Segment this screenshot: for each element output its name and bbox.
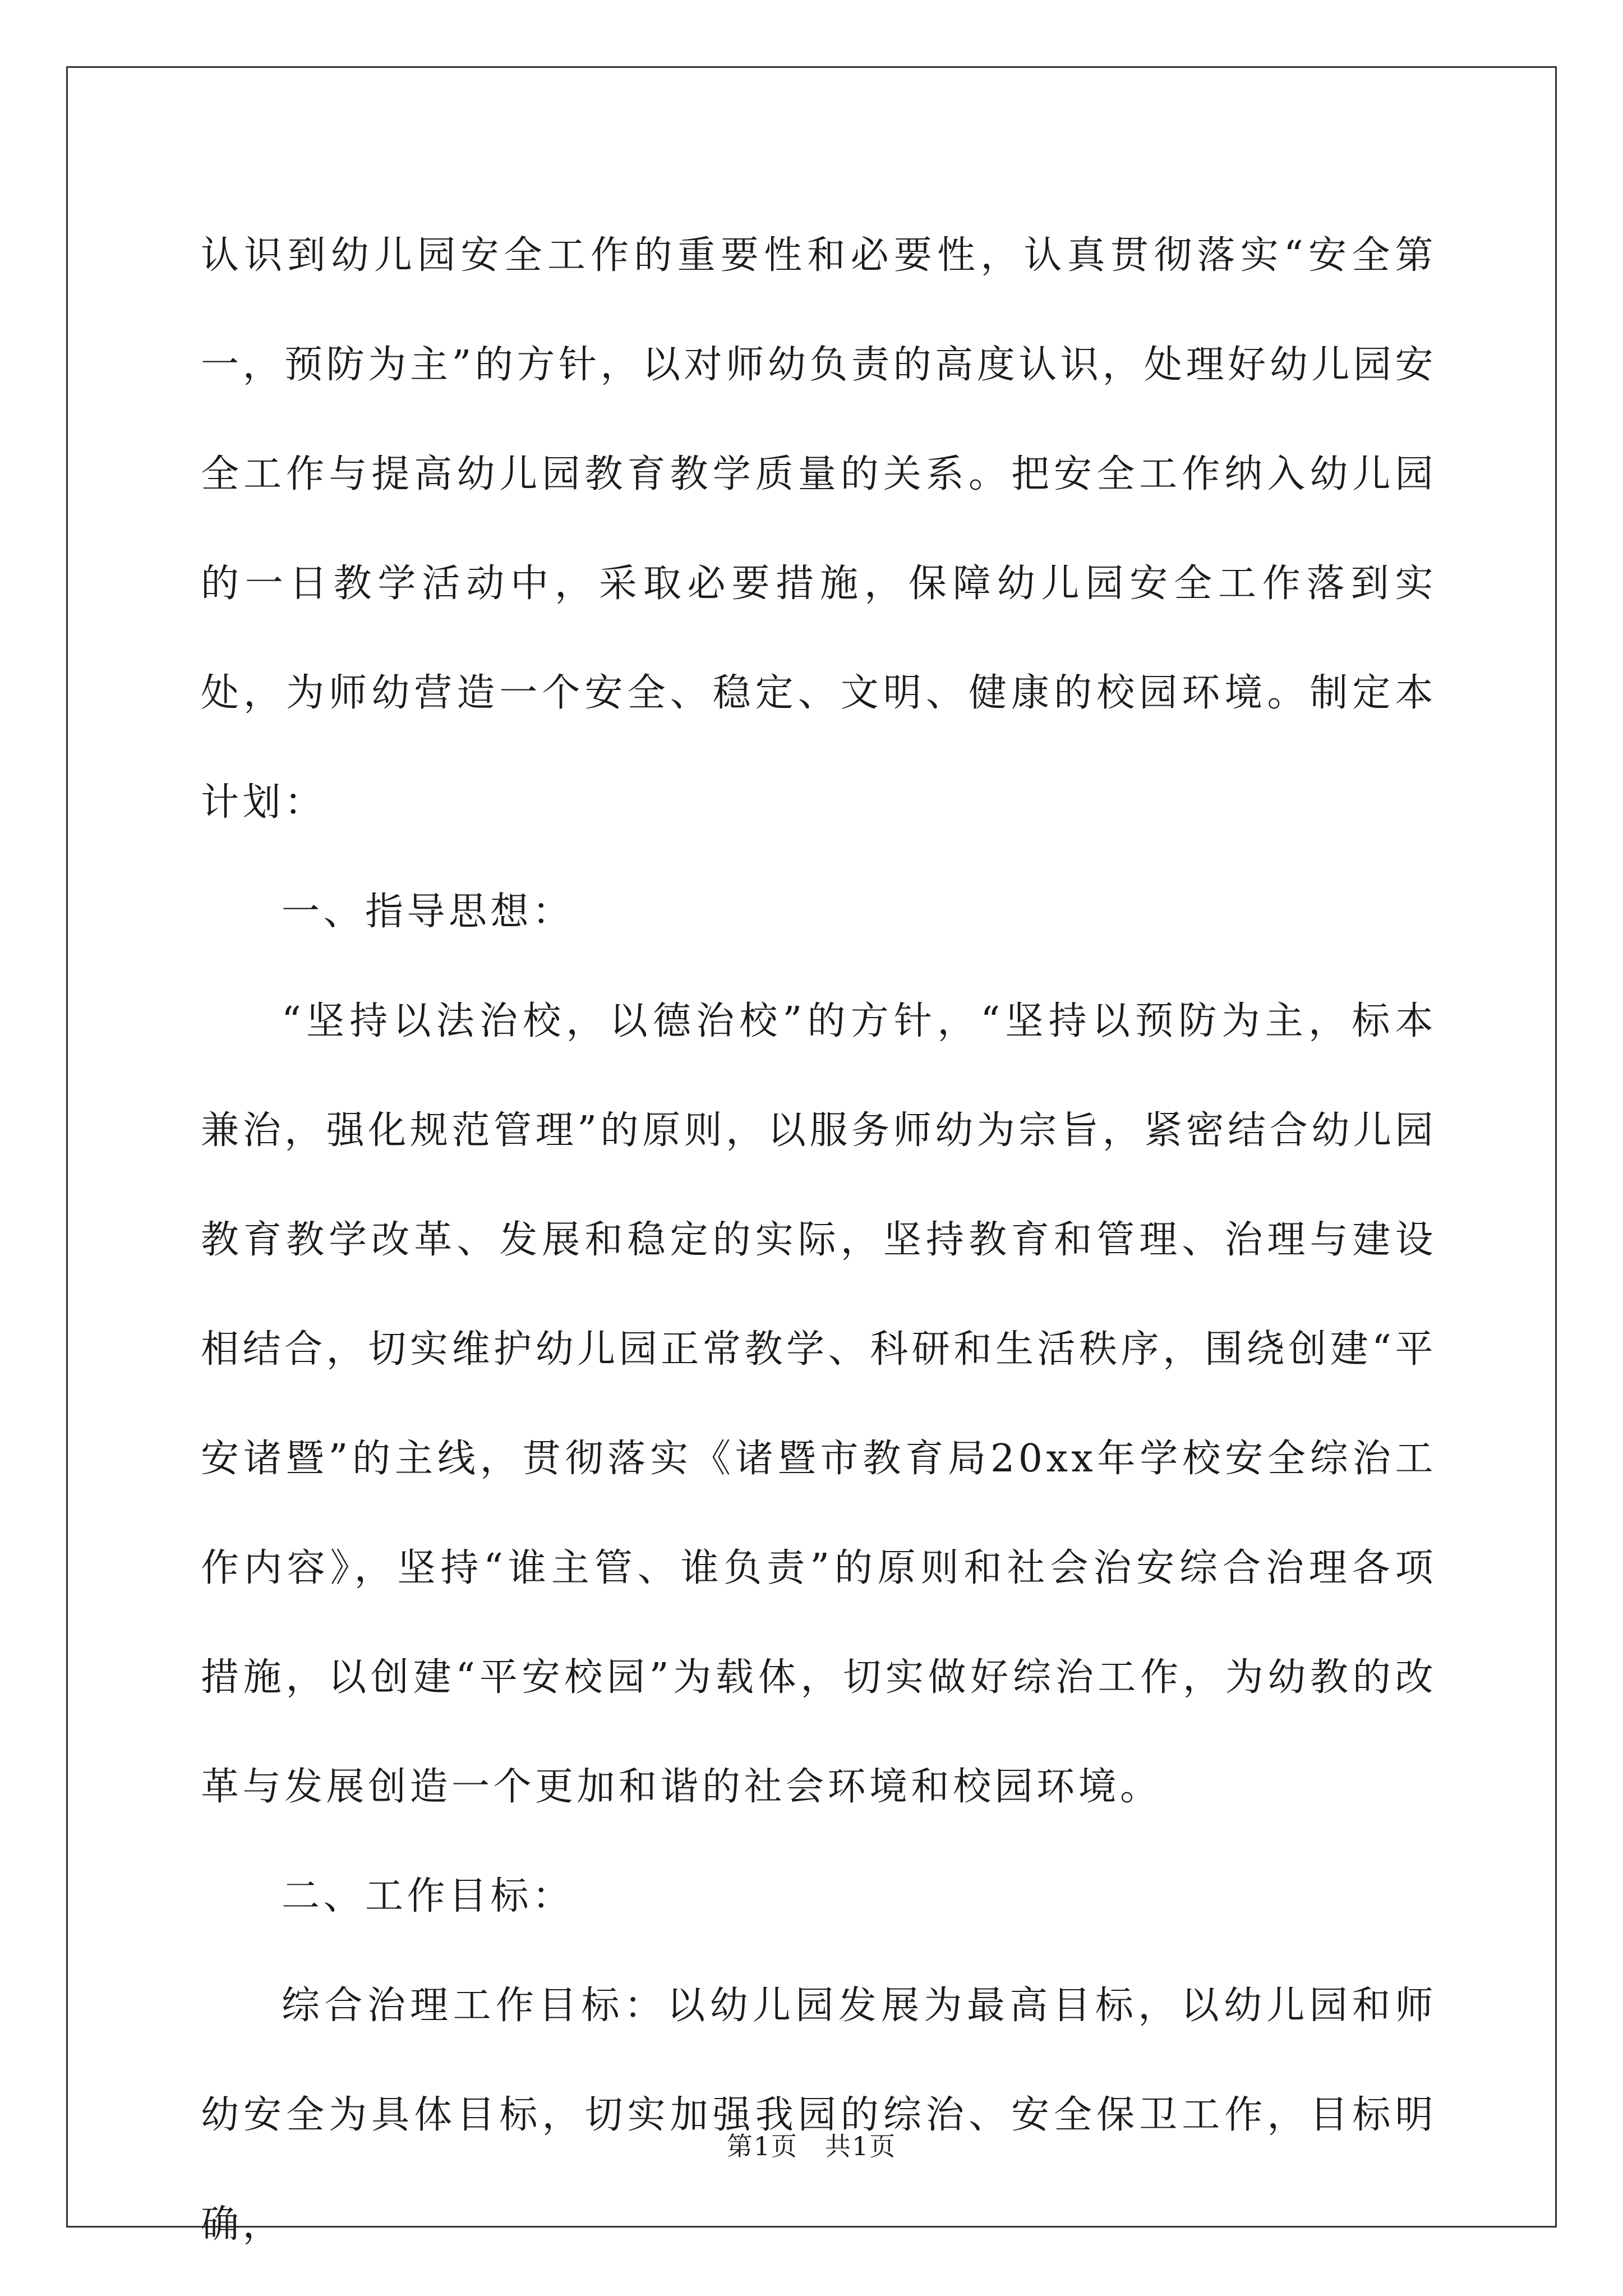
page-number-footer: 第1页 共1页	[726, 2131, 897, 2161]
paragraph-intro: 认识到幼儿园安全工作的重要性和必要性，认真贯彻落实“安全第一，预防为主”的方针，以对师幼负责的高度认识，处理好幼儿园安全工作与提高幼儿园教育教学质量的关系。把安全工作纳入幼儿园的一日教学活动中，采取必要措施，保障幼儿园安全工作落到实处，为师幼营造一个安全、稳定、文明、健康的校园环境。制定本计划：	[201, 233, 1437, 825]
section-heading-work-goals: 二、工作目标：	[282, 1874, 574, 1918]
document-body	[201, 201, 1437, 2279]
section-heading-guiding-ideology: 一、指导思想：	[282, 890, 574, 934]
paragraph-work-goals: 综合治理工作目标：以幼儿园发展为最高目标，以幼儿园和师幼安全为具体目标，切实加强我园的综治、安全保卫工作，目标明确，	[201, 1984, 1437, 2247]
paragraph-guiding-ideology: “坚持以法治校，以德治校”的方针，“坚持以预防为主，标本兼治，强化规范管理”的原则，以服务师幼为宗旨，紧密结合幼儿园教育教学改革、发展和稳定的实际，坚持教育和管理、治理与建设相结合，切实维护幼儿园正常教学、科研和生活秩序，围绕创建“平安诸暨”的主线，贯彻落实《诸暨市教育局20xx年学校安全综治工作内容》，坚持“谁主管、谁负责”的原则和社会治安综合治理各项措施，以创建“平安校园”为载体，切实做好综治工作，为幼教的改革与发展创造一个更加和谐的社会环境和校园环境。	[201, 999, 1437, 1809]
